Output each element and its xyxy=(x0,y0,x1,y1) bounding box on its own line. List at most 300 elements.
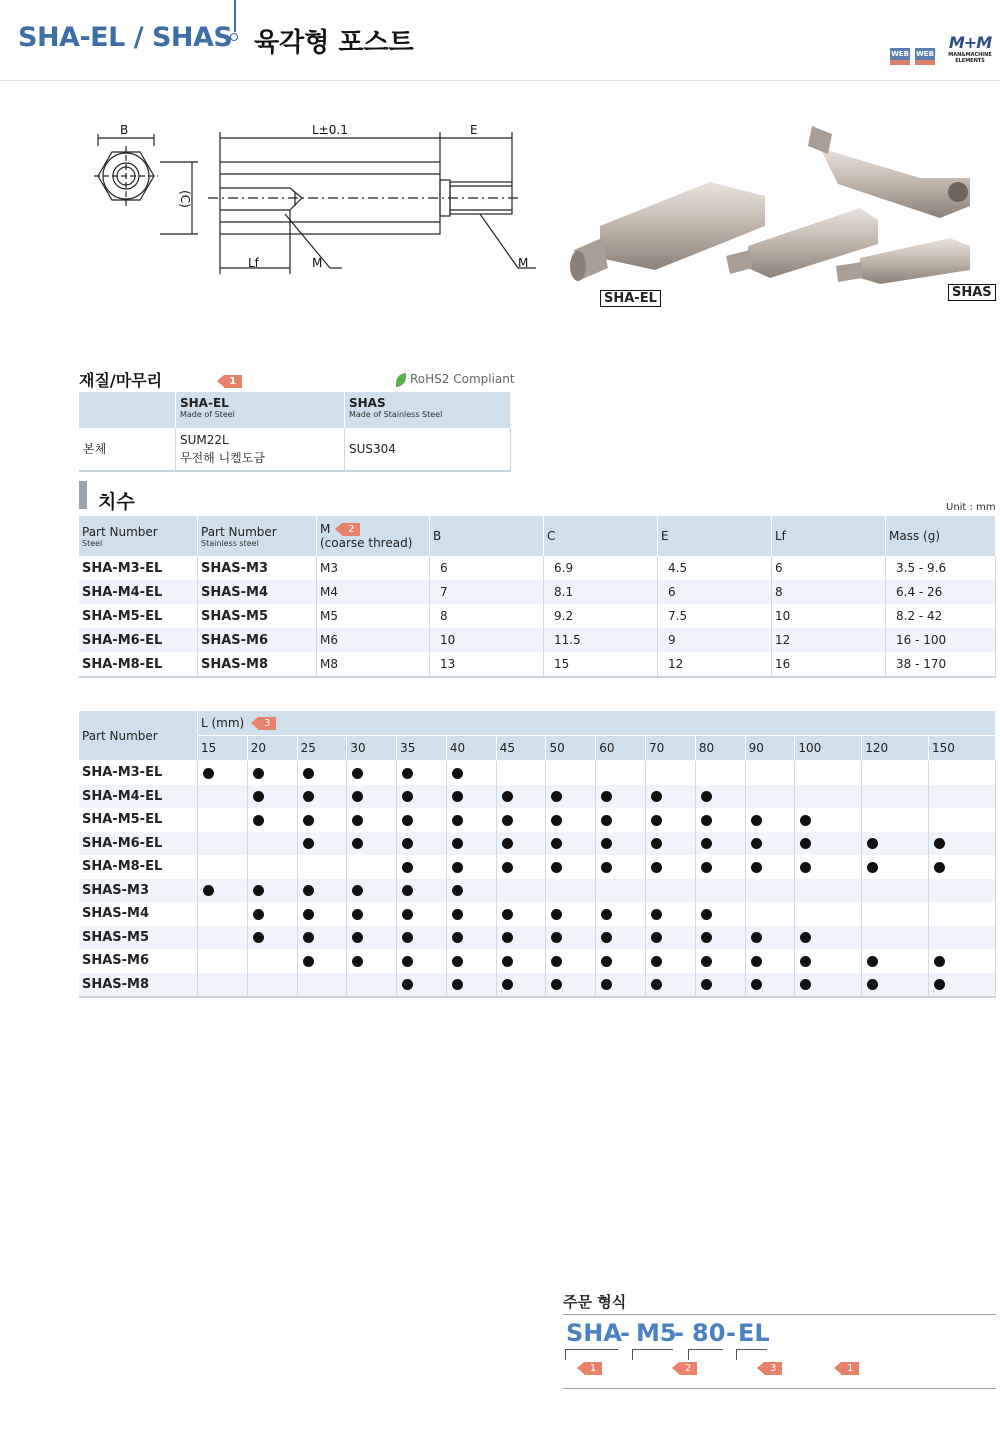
available-dot-icon xyxy=(253,885,264,896)
len-cell xyxy=(397,949,447,973)
web-badge-2[interactable]: WEB xyxy=(916,50,934,58)
available-dot-icon xyxy=(701,909,712,920)
len-cell xyxy=(745,949,795,973)
len-cell xyxy=(297,785,347,809)
len-cell xyxy=(929,832,996,856)
available-dot-icon xyxy=(402,932,413,943)
table-row xyxy=(79,926,996,950)
available-dot-icon xyxy=(601,791,612,802)
available-dot-icon xyxy=(800,932,811,943)
material-table xyxy=(79,392,511,472)
len-cell xyxy=(347,949,397,973)
material-tag: 1 xyxy=(224,375,242,388)
len-cell xyxy=(929,879,996,903)
len-cell xyxy=(496,973,546,998)
dim-label-m-thread: M xyxy=(518,256,529,270)
len-cell xyxy=(745,761,795,785)
m-tag: 2 xyxy=(342,523,360,536)
leaf-icon xyxy=(396,373,406,387)
available-dot-icon xyxy=(502,815,513,826)
len-cell xyxy=(198,879,248,903)
len-cell xyxy=(862,879,929,903)
available-dot-icon xyxy=(502,862,513,873)
order-part-finish: EL xyxy=(738,1319,770,1347)
web-badge-2-underline xyxy=(915,60,935,65)
len-cell xyxy=(347,761,397,785)
table-row xyxy=(79,761,996,785)
len-cell xyxy=(397,832,447,856)
len-cell xyxy=(862,949,929,973)
len-cell xyxy=(347,902,397,926)
len-cell xyxy=(596,785,646,809)
dim-cell-steel: SHA-M4-EL xyxy=(79,580,198,604)
dim-col-lf: Lf xyxy=(772,516,886,556)
available-dot-icon xyxy=(502,956,513,967)
available-dot-icon xyxy=(551,979,562,990)
available-dot-icon xyxy=(352,768,363,779)
len-cell xyxy=(297,902,347,926)
dim-col-mass: Mass (g) xyxy=(886,516,996,556)
order-tag-2: 2 xyxy=(679,1362,697,1375)
len-cell xyxy=(596,973,646,998)
available-dot-icon xyxy=(551,909,562,920)
dimensions-heading: 치수 xyxy=(98,491,135,513)
dim-cell-mass: 16 - 100 xyxy=(886,628,996,652)
material-col-sha-el: SHA-EL Made of Steel xyxy=(176,392,345,428)
len-cell xyxy=(929,902,996,926)
len-cell xyxy=(795,832,862,856)
available-dot-icon xyxy=(651,815,662,826)
len-cell xyxy=(397,761,447,785)
available-dot-icon xyxy=(867,979,878,990)
available-dot-icon xyxy=(800,956,811,967)
material-heading-text: 재질/마무리 xyxy=(79,371,163,390)
available-dot-icon xyxy=(601,862,612,873)
len-cell xyxy=(695,973,745,998)
len-cell xyxy=(446,761,496,785)
table-row xyxy=(79,652,996,677)
order-tag-4: 1 xyxy=(841,1362,859,1375)
len-cell xyxy=(297,761,347,785)
material-shas-value: SUS304 xyxy=(345,428,511,471)
len-cell xyxy=(446,808,496,832)
len-cell xyxy=(646,879,696,903)
len-cell xyxy=(496,949,546,973)
len-col-90: 90 xyxy=(745,736,795,761)
len-col-l: L (mm) 3 xyxy=(198,711,996,736)
dim-cell-m: M5 xyxy=(317,604,430,628)
material-heading xyxy=(79,368,242,391)
dim-cell-ss: SHAS-M5 xyxy=(198,604,317,628)
available-dot-icon xyxy=(402,791,413,802)
len-col-pn: Part Number xyxy=(79,711,198,761)
len-cell xyxy=(795,879,862,903)
len-cell xyxy=(929,808,996,832)
order-tag-1: 1 xyxy=(584,1362,602,1375)
available-dot-icon xyxy=(253,909,264,920)
len-col-60: 60 xyxy=(596,736,646,761)
len-col-30: 30 xyxy=(347,736,397,761)
len-cell xyxy=(745,926,795,950)
len-cell xyxy=(297,879,347,903)
len-cell xyxy=(546,855,596,879)
len-col-25: 25 xyxy=(297,736,347,761)
dim-label-m-inner: M xyxy=(312,256,323,270)
len-cell xyxy=(247,926,297,950)
len-col-120: 120 xyxy=(862,736,929,761)
len-cell xyxy=(745,832,795,856)
len-cell xyxy=(546,926,596,950)
len-row-pn: SHAS-M8 xyxy=(79,973,198,998)
len-cell xyxy=(929,785,996,809)
available-dot-icon xyxy=(701,979,712,990)
photo-label-sha-el: SHA-EL xyxy=(600,290,661,307)
dim-cell-lf: 12 xyxy=(772,628,886,652)
available-dot-icon xyxy=(352,956,363,967)
len-row-pn: SHA-M4-EL xyxy=(79,785,198,809)
available-dot-icon xyxy=(601,838,612,849)
len-cell xyxy=(297,949,347,973)
dim-cell-steel: SHA-M3-EL xyxy=(79,556,198,580)
table-row xyxy=(79,580,996,604)
available-dot-icon xyxy=(452,768,463,779)
len-row-pn: SHAS-M6 xyxy=(79,949,198,973)
len-cell xyxy=(397,902,447,926)
len-cell xyxy=(929,973,996,998)
available-dot-icon xyxy=(253,768,264,779)
len-cell xyxy=(862,808,929,832)
len-col-35: 35 xyxy=(397,736,447,761)
available-dot-icon xyxy=(701,862,712,873)
len-cell xyxy=(546,949,596,973)
dim-label-c: (C) xyxy=(177,190,192,208)
available-dot-icon xyxy=(751,815,762,826)
len-cell xyxy=(745,785,795,809)
table-row xyxy=(79,879,996,903)
dim-cell-c: 9.2 xyxy=(544,604,658,628)
available-dot-icon xyxy=(651,862,662,873)
len-cell xyxy=(446,879,496,903)
available-dot-icon xyxy=(934,862,945,873)
available-dot-icon xyxy=(867,862,878,873)
table-row xyxy=(79,855,996,879)
len-col-15: 15 xyxy=(198,736,248,761)
available-dot-icon xyxy=(402,768,413,779)
dim-cell-mass: 8.2 - 42 xyxy=(886,604,996,628)
header-rule xyxy=(0,80,1000,81)
table-row xyxy=(79,785,996,809)
len-cell xyxy=(695,855,745,879)
len-cell xyxy=(446,855,496,879)
len-cell xyxy=(695,879,745,903)
dim-cell-c: 11.5 xyxy=(544,628,658,652)
len-cell xyxy=(496,879,546,903)
available-dot-icon xyxy=(253,791,264,802)
len-cell xyxy=(446,785,496,809)
len-cell xyxy=(347,973,397,998)
product-photo xyxy=(560,118,1000,298)
dim-cell-lf: 6 xyxy=(772,556,886,580)
len-cell xyxy=(198,808,248,832)
len-cell xyxy=(496,832,546,856)
order-part-m: M5 xyxy=(636,1319,677,1347)
dim-col-e: E xyxy=(658,516,772,556)
table-row xyxy=(79,604,996,628)
available-dot-icon xyxy=(352,932,363,943)
dim-cell-lf: 16 xyxy=(772,652,886,677)
material-col-shas: SHAS Made of Stainless Steel xyxy=(345,392,511,428)
len-col-20: 20 xyxy=(247,736,297,761)
len-cell xyxy=(198,785,248,809)
table-row xyxy=(79,808,996,832)
technical-drawing xyxy=(80,118,550,278)
available-dot-icon xyxy=(402,838,413,849)
available-dot-icon xyxy=(303,838,314,849)
dim-cell-ss: SHAS-M3 xyxy=(198,556,317,580)
len-cell xyxy=(347,879,397,903)
len-cell xyxy=(795,973,862,998)
dimensions-bar xyxy=(79,481,87,509)
dim-cell-m: M6 xyxy=(317,628,430,652)
available-dot-icon xyxy=(701,838,712,849)
web-badge-1-underline xyxy=(890,60,910,65)
dim-cell-m: M3 xyxy=(317,556,430,580)
len-cell xyxy=(745,973,795,998)
len-cell xyxy=(496,902,546,926)
len-cell xyxy=(929,949,996,973)
available-dot-icon xyxy=(751,862,762,873)
len-cell xyxy=(247,832,297,856)
len-cell xyxy=(596,808,646,832)
len-cell xyxy=(198,926,248,950)
len-row-pn: SHA-M6-EL xyxy=(79,832,198,856)
dim-cell-c: 6.9 xyxy=(544,556,658,580)
len-cell xyxy=(546,761,596,785)
len-cell xyxy=(695,832,745,856)
table-row xyxy=(79,973,996,998)
table-row xyxy=(79,902,996,926)
dim-cell-b: 13 xyxy=(430,652,544,677)
order-sep-3: - xyxy=(726,1319,736,1347)
order-bracket-1 xyxy=(565,1349,618,1360)
available-dot-icon xyxy=(867,956,878,967)
available-dot-icon xyxy=(751,932,762,943)
len-cell xyxy=(198,902,248,926)
len-cell xyxy=(929,761,996,785)
len-col-70: 70 xyxy=(646,736,696,761)
table-row xyxy=(79,628,996,652)
available-dot-icon xyxy=(502,979,513,990)
len-cell xyxy=(646,973,696,998)
len-cell xyxy=(695,785,745,809)
photo-label-shas: SHAS xyxy=(948,284,996,301)
len-cell xyxy=(496,926,546,950)
available-dot-icon xyxy=(502,838,513,849)
standoff-top xyxy=(808,126,970,218)
available-dot-icon xyxy=(303,909,314,920)
available-dot-icon xyxy=(253,932,264,943)
order-bracket-3 xyxy=(688,1349,723,1360)
web-badge-1[interactable]: WEB xyxy=(891,50,909,58)
len-cell xyxy=(247,949,297,973)
len-cell xyxy=(596,855,646,879)
len-cell xyxy=(596,902,646,926)
available-dot-icon xyxy=(352,815,363,826)
rohs-badge xyxy=(396,372,515,387)
available-dot-icon xyxy=(452,838,463,849)
len-cell xyxy=(546,785,596,809)
dim-cell-e: 12 xyxy=(658,652,772,677)
len-cell xyxy=(795,855,862,879)
available-dot-icon xyxy=(452,979,463,990)
len-cell xyxy=(646,949,696,973)
dim-cell-m: M8 xyxy=(317,652,430,677)
len-cell xyxy=(397,973,447,998)
available-dot-icon xyxy=(601,956,612,967)
available-dot-icon xyxy=(452,862,463,873)
available-dot-icon xyxy=(601,815,612,826)
available-dot-icon xyxy=(352,791,363,802)
available-dot-icon xyxy=(452,932,463,943)
available-dot-icon xyxy=(651,838,662,849)
len-cell xyxy=(745,879,795,903)
len-cell xyxy=(862,832,929,856)
header-dot xyxy=(230,33,238,41)
len-cell xyxy=(446,949,496,973)
len-row-pn: SHA-M3-EL xyxy=(79,761,198,785)
len-cell xyxy=(397,855,447,879)
available-dot-icon xyxy=(303,956,314,967)
len-cell xyxy=(546,832,596,856)
available-dot-icon xyxy=(651,791,662,802)
available-dot-icon xyxy=(402,956,413,967)
dim-col-b: B xyxy=(430,516,544,556)
len-row-pn: SHA-M8-EL xyxy=(79,855,198,879)
dim-cell-steel: SHA-M6-EL xyxy=(79,628,198,652)
dim-cell-steel: SHA-M5-EL xyxy=(79,604,198,628)
dim-cell-b: 10 xyxy=(430,628,544,652)
len-cell xyxy=(862,902,929,926)
len-cell xyxy=(297,926,347,950)
available-dot-icon xyxy=(303,885,314,896)
available-dot-icon xyxy=(402,979,413,990)
available-dot-icon xyxy=(551,815,562,826)
material-sha-el-value: SUM22L 무전해 니켈도금 xyxy=(176,428,345,471)
dim-cell-e: 6 xyxy=(658,580,772,604)
available-dot-icon xyxy=(551,862,562,873)
len-cell xyxy=(646,902,696,926)
len-cell xyxy=(646,926,696,950)
len-col-50: 50 xyxy=(546,736,596,761)
available-dot-icon xyxy=(751,979,762,990)
len-cell xyxy=(795,926,862,950)
dim-col-pn-ss: Part Number Stainless steel xyxy=(198,516,317,556)
brand-logo xyxy=(944,34,996,64)
order-sep-2: - xyxy=(674,1319,684,1347)
len-cell xyxy=(347,832,397,856)
len-cell xyxy=(862,855,929,879)
dim-cell-ss: SHAS-M6 xyxy=(198,628,317,652)
len-cell xyxy=(795,785,862,809)
dim-cell-steel: SHA-M8-EL xyxy=(79,652,198,677)
dim-label-e: E xyxy=(470,123,478,137)
available-dot-icon xyxy=(800,862,811,873)
available-dot-icon xyxy=(601,979,612,990)
available-dot-icon xyxy=(701,815,712,826)
len-cell xyxy=(198,949,248,973)
available-dot-icon xyxy=(751,838,762,849)
logo-mark: M+M xyxy=(948,33,992,52)
dim-cell-e: 4.5 xyxy=(658,556,772,580)
available-dot-icon xyxy=(502,909,513,920)
len-row-pn: SHAS-M4 xyxy=(79,902,198,926)
order-heading: 주문 형식 xyxy=(563,1293,627,1311)
len-cell xyxy=(546,973,596,998)
len-cell xyxy=(795,902,862,926)
len-cell xyxy=(446,832,496,856)
dim-label-l: L±0.1 xyxy=(312,123,348,137)
len-cell xyxy=(745,902,795,926)
dim-cell-c: 15 xyxy=(544,652,658,677)
len-cell xyxy=(397,808,447,832)
available-dot-icon xyxy=(800,838,811,849)
available-dot-icon xyxy=(352,838,363,849)
available-dot-icon xyxy=(601,909,612,920)
dim-cell-b: 6 xyxy=(430,556,544,580)
len-cell xyxy=(862,973,929,998)
len-cell xyxy=(247,855,297,879)
len-cell xyxy=(247,973,297,998)
len-cell xyxy=(695,949,745,973)
len-cell xyxy=(646,808,696,832)
len-col-40: 40 xyxy=(446,736,496,761)
available-dot-icon xyxy=(934,979,945,990)
len-cell xyxy=(546,902,596,926)
logo-text: MAN&MACHINE ELEMENTS xyxy=(948,52,992,64)
available-dot-icon xyxy=(502,932,513,943)
unit-label: Unit : mm xyxy=(946,502,996,513)
available-dot-icon xyxy=(701,791,712,802)
order-bracket-2 xyxy=(632,1349,673,1360)
order-tag-3: 3 xyxy=(764,1362,782,1375)
order-bracket-4 xyxy=(736,1349,767,1360)
dim-cell-ss: SHAS-M4 xyxy=(198,580,317,604)
dim-cell-mass: 3.5 - 9.6 xyxy=(886,556,996,580)
available-dot-icon xyxy=(352,909,363,920)
len-cell xyxy=(546,879,596,903)
len-cell xyxy=(596,926,646,950)
available-dot-icon xyxy=(402,909,413,920)
len-cell xyxy=(397,879,447,903)
available-dot-icon xyxy=(502,791,513,802)
available-dot-icon xyxy=(934,956,945,967)
len-cell xyxy=(347,926,397,950)
len-cell xyxy=(198,832,248,856)
len-cell xyxy=(496,785,546,809)
len-row-pn: SHAS-M3 xyxy=(79,879,198,903)
available-dot-icon xyxy=(452,791,463,802)
available-dot-icon xyxy=(651,909,662,920)
page-title: SHA-EL / SHAS xyxy=(18,22,233,53)
len-cell xyxy=(247,902,297,926)
len-cell xyxy=(646,761,696,785)
len-cell xyxy=(247,808,297,832)
dimensions-table xyxy=(79,516,996,678)
len-cell xyxy=(862,785,929,809)
available-dot-icon xyxy=(651,979,662,990)
dim-cell-e: 7.5 xyxy=(658,604,772,628)
len-cell xyxy=(646,832,696,856)
